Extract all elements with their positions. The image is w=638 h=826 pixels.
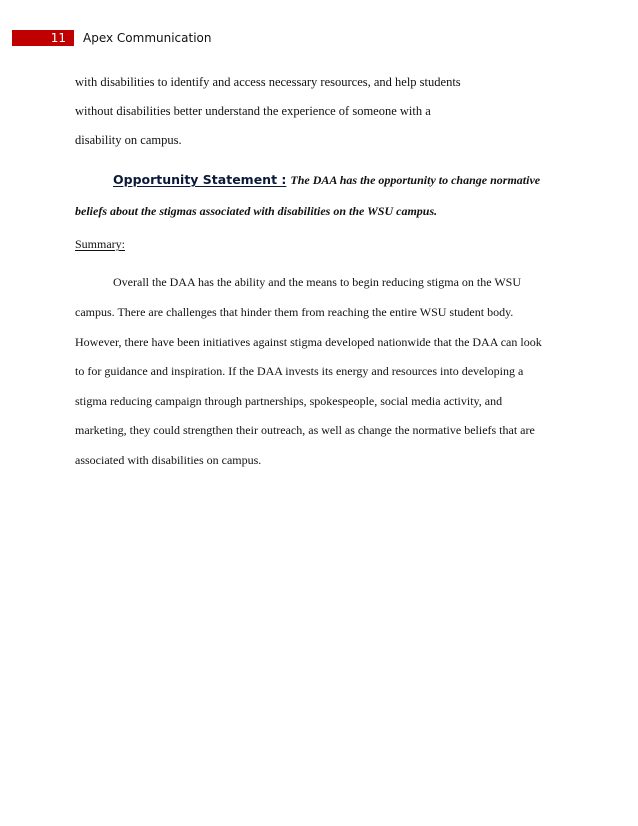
opportunity-heading: Opportunity Statement : [113, 172, 287, 187]
intro-line-1: with disabilities to identify and access necessary resources, and help students [75, 75, 461, 89]
summary-line: campus. There are challenges that hinder them from reaching the entire WSU student body. [75, 305, 514, 319]
summary-line: Overall the DAA has the ability and the means to begin reducing stigma on the WSU [113, 275, 522, 289]
summary-line: marketing, they could strengthen their outreach, as well as change the normative beliefs that are [75, 423, 535, 437]
summary-line: However, there have been initiatives against stigma developed nationwide that the DAA can look [75, 335, 542, 349]
summary-line: stigma reducing campaign through partnerships, spokespeople, social media activity, and [75, 394, 503, 408]
summary-line: to for guidance and inspiration. If the DAA invests its energy and resources into developing a [75, 364, 524, 378]
summary-line: associated with disabilities on campus. [75, 453, 262, 467]
page-number: 11 [50, 31, 66, 45]
intro-line-3: disability on campus. [75, 133, 182, 147]
summary-label: Summary: [75, 237, 125, 251]
opportunity-statement [113, 170, 540, 190]
header-title: Apex Communication [83, 31, 212, 45]
opportunity-text-2: beliefs about the stigmas associated with disabilities on the WSU campus. [75, 204, 438, 218]
intro-line-2: without disabilities better understand the experience of someone with a [75, 104, 431, 118]
opportunity-text-1: The DAA has the opportunity to change normative [290, 173, 541, 187]
